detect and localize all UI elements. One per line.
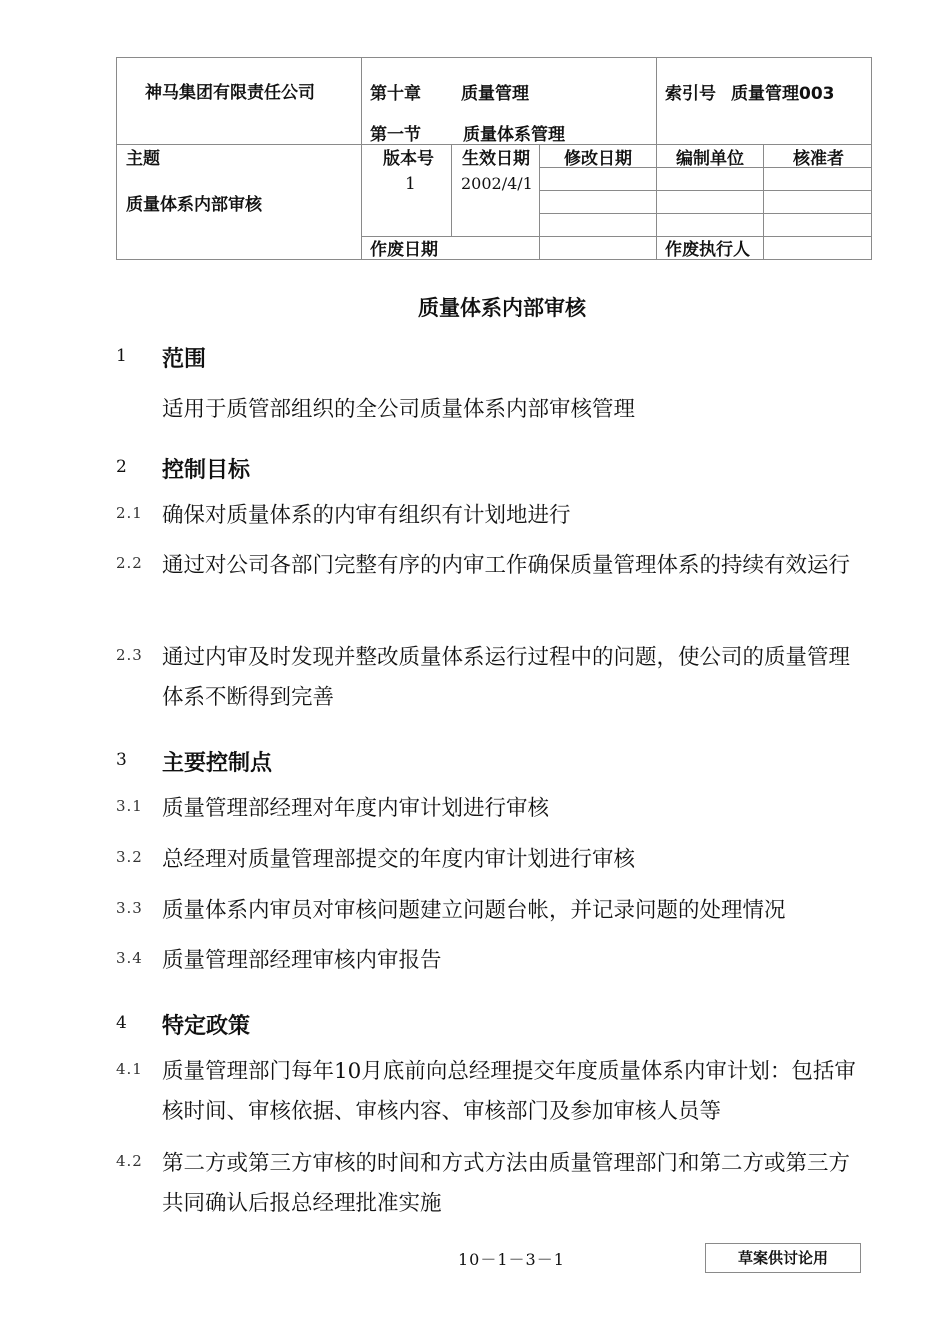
chapter-number: 第十章 [370, 84, 421, 104]
table-divider [361, 236, 872, 237]
item-text: 通过对公司各部门完整有序的内审工作确保质量管理体系的持续有效运行 [162, 553, 851, 578]
section-title: 控制目标 [162, 458, 251, 483]
void-executor-label: 作废执行人 [665, 240, 750, 260]
subject-value: 质量体系内部审核 [126, 195, 262, 215]
header-table [0, 0, 950, 270]
table-divider [539, 190, 872, 191]
table-divider [656, 144, 657, 260]
table-border [116, 57, 872, 58]
item-number: 2.2 [116, 554, 143, 572]
company-name: 神马集团有限责任公司 [145, 83, 315, 103]
item-number: 3.4 [116, 949, 143, 967]
item-number: 4.1 [116, 1060, 143, 1078]
item-text: 通过内审及时发现并整改质量体系运行过程中的问题，使公司的质量管理体系不断得到完善 [162, 645, 851, 710]
item-text: 总经理对质量管理部提交的年度内审计划进行审核 [162, 847, 636, 872]
version-value: 1 [405, 174, 416, 194]
section-number: 2 [116, 457, 127, 477]
item-number: 3.1 [116, 797, 143, 815]
scope-text: 适用于质管部组织的全公司质量体系内部审核管理 [162, 397, 636, 422]
void-date-label: 作废日期 [370, 240, 438, 260]
section-title: 主要控制点 [162, 751, 273, 776]
item-number: 4.2 [116, 1152, 143, 1170]
subject-label: 主题 [126, 149, 160, 169]
table-border [871, 57, 872, 260]
draft-stamp: 草案供讨论用 [705, 1243, 861, 1273]
item-text: 质量体系内审员对审核问题建立问题台帐，并记录问题的处理情况 [162, 898, 786, 923]
table-border [116, 57, 117, 260]
page-number: 10－1－3－1 [458, 1250, 565, 1269]
document-title: 质量体系内部审核 [418, 296, 586, 320]
index-label: 索引号 [665, 84, 716, 104]
section-number: 1 [116, 346, 127, 366]
item-number: 3.2 [116, 848, 143, 866]
table-border [116, 259, 872, 260]
unit-label: 编制单位 [676, 149, 744, 169]
section-number: 4 [116, 1013, 127, 1033]
section-number: 第一节 [370, 125, 421, 145]
table-divider [539, 144, 540, 260]
item-text: 质量管理部门每年10月底前向总经理提交年度质量体系内审计划：包括审核时间、审核依据、审核内容、审核部门及参加审核人员等 [162, 1059, 856, 1124]
item-number: 2.1 [116, 504, 143, 522]
item-text: 确保对质量体系的内审有组织有计划地进行 [162, 503, 571, 528]
table-divider [361, 57, 362, 260]
table-divider [451, 144, 452, 236]
item-text: 第二方或第三方审核的时间和方式方法由质量管理部门和第二方或第三方共同确认后报总经理批准实施 [162, 1151, 851, 1216]
version-label: 版本号 [383, 149, 434, 169]
item-number: 2.3 [116, 646, 143, 664]
section-title: 范围 [162, 347, 207, 372]
effective-date-value: 2002/4/1 [461, 174, 533, 193]
table-divider [539, 213, 872, 214]
section-title: 特定政策 [162, 1014, 251, 1039]
chapter-name: 质量管理 [461, 84, 529, 104]
approver-label: 核准者 [793, 149, 844, 169]
section-name: 质量体系管理 [463, 125, 565, 145]
index-value: 质量管理003 [731, 84, 835, 104]
item-text: 质量管理部经理对年度内审计划进行审核 [162, 796, 550, 821]
item-number: 3.3 [116, 899, 143, 917]
item-text: 质量管理部经理审核内审报告 [162, 948, 442, 973]
effective-date-label: 生效日期 [462, 149, 530, 169]
table-divider [763, 144, 764, 260]
table-divider [656, 57, 657, 145]
revise-date-label: 修改日期 [564, 149, 632, 169]
section-number: 3 [116, 750, 127, 770]
